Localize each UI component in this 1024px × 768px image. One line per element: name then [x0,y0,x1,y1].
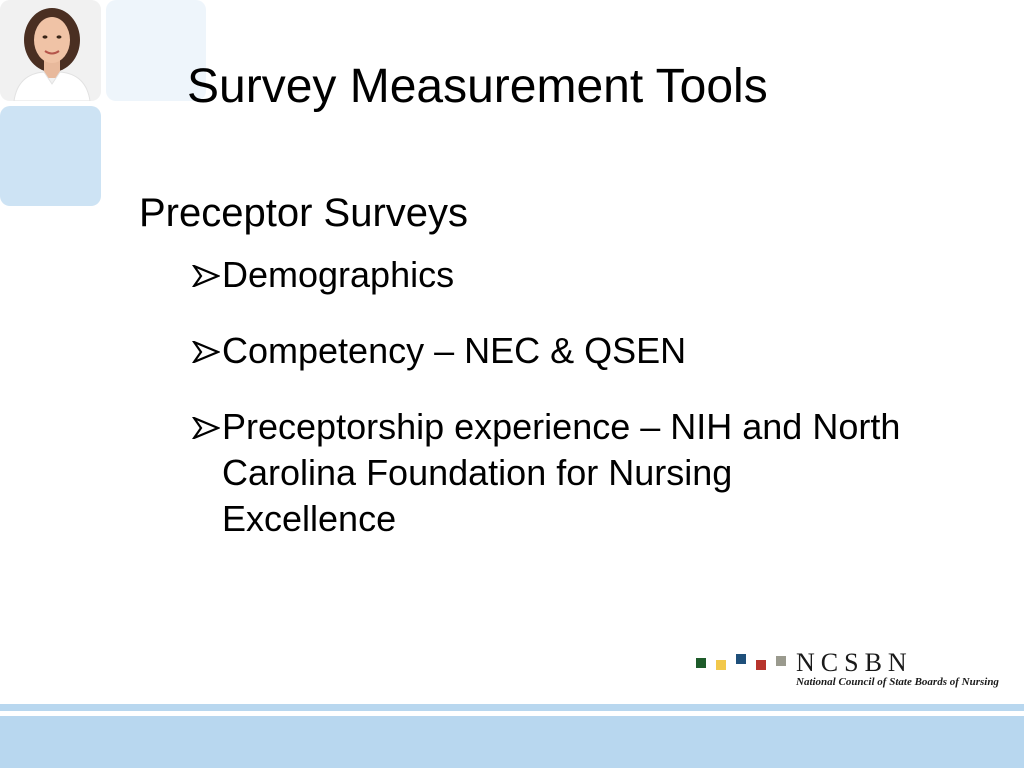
logo-name: NCSBN [796,648,913,677]
arrow-bullet-icon [192,341,220,363]
footer-line [0,704,1024,711]
footer-band [0,716,1024,768]
logo-square [696,658,706,668]
logo-subtitle: National Council of State Boards of Nursing [796,676,999,688]
bullet-text: Preceptorship experience – NIH and North Carolina Foundation for Nursing Excellence [222,406,901,539]
bullet-text: Competency – NEC & QSEN [222,330,687,371]
logo-squares-icon [694,654,790,672]
logo-square [756,660,766,670]
bullet-item [190,252,910,298]
arrow-bullet-icon [192,265,220,287]
bullet-text: Demographics [222,254,455,295]
slide-title: Survey Measurement Tools [187,60,768,113]
logo-square [716,660,726,670]
logo-square [776,656,786,666]
section-heading: Preceptor Surveys [139,191,469,235]
decorative-tile-left [0,106,101,206]
portrait-image [0,0,101,101]
ncsbn-logo [690,648,999,694]
logo-square [736,654,746,664]
presenter-photo [0,0,101,101]
bullet-item [190,328,910,374]
arrow-bullet-icon [192,417,220,439]
bullet-item [190,404,910,542]
bullet-list [190,252,910,572]
